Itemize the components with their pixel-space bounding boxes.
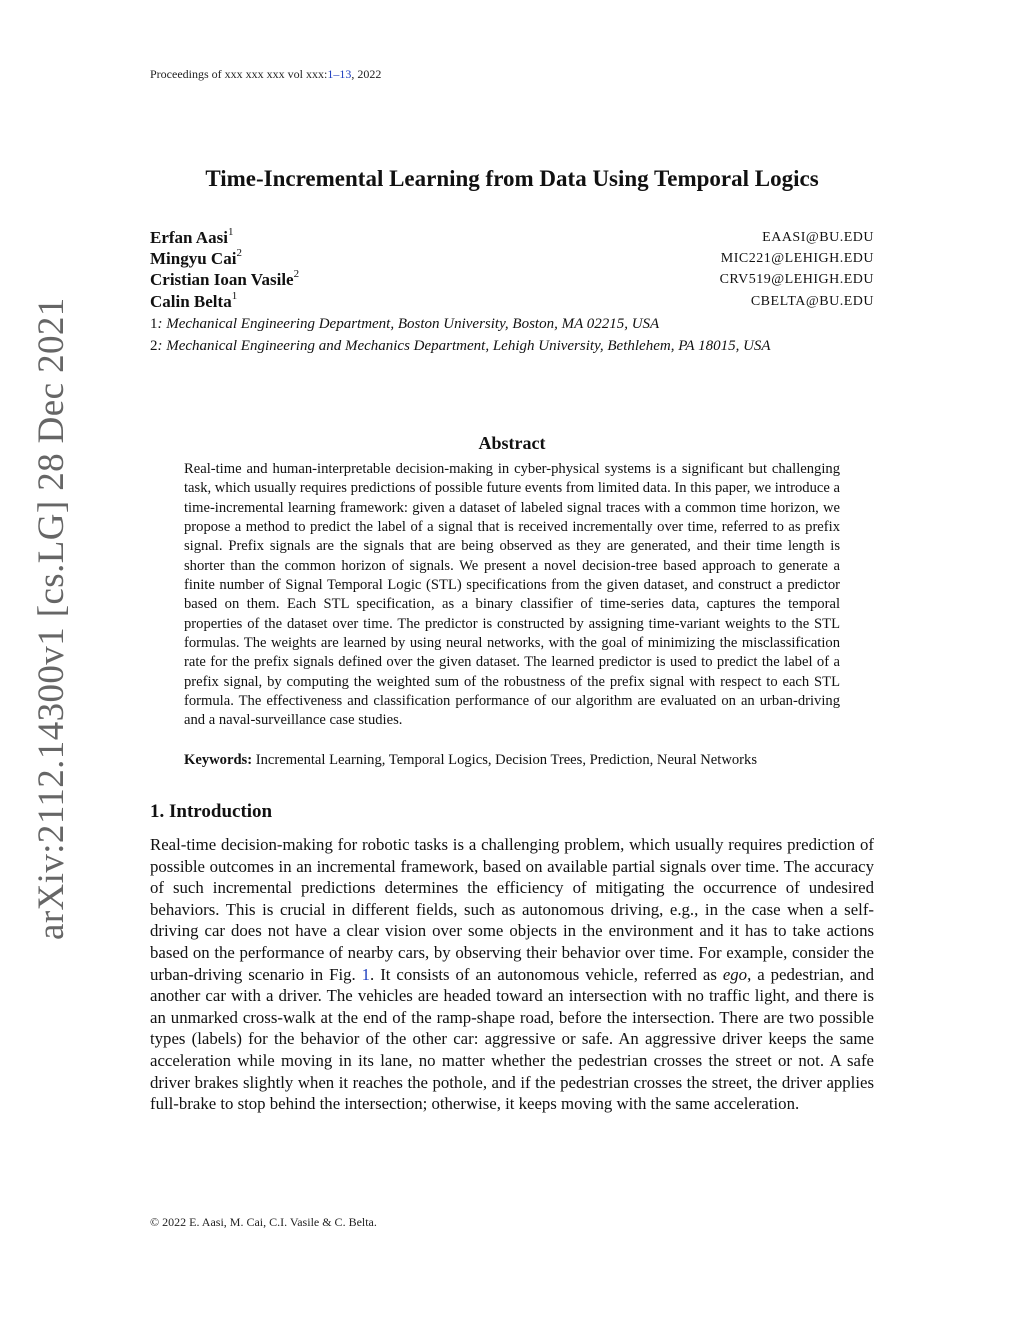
author-affiliation-mark: 1 — [227, 226, 234, 238]
keywords-label: Keywords: — [184, 752, 253, 768]
author-row — [150, 228, 874, 250]
abstract-body: Real-time and human-interpretable decision-making in cyber-physical systems is a significant but challenging task, which usually requires predictions of possible future events from limited data. In this paper, we introduce a time-incremental learning framework: given a dataset of labeled signal traces with a common time horizon, we propose a method to predict the label of a signal that is received incrementally over time, referred to as prefix signal. Prefix signals are the signals that are being observed as they are generated, and their time length is shorter than the common horizon of signals. We present a novel decision-tree based approach to generate a finite number of Signal Temporal Logic (STL) specifications from the given dataset, and construct a predictor based on them. Each STL specification, as a binary classifier of time-series data, captures the temporal properties of the dataset over time. The predictor is constructed by assigning time-variant weights to the STL formulas. The weights are learned by using neural networks, with the goal of minimizing the misclassification rate for the prefix signals defined over the given dataset. The learned predictor is used to predict the label of a prefix signal, by computing the weighted sum of the robustness of the prefix signal with respect to each STL formula. The effectiveness and classification performance of our algorithm are evaluated on an urban-driving and a naval-surveillance case studies. — [184, 461, 840, 729]
affiliation-text: : Mechanical Engineering Department, Boston University, Boston, MA 02215, USA — [157, 316, 660, 332]
keywords-line — [184, 752, 844, 769]
proceedings-suffix: , 2022 — [351, 67, 382, 81]
affiliation-text: : Mechanical Engineering and Mechanics Department, Lehigh University, Bethlehem, PA 18015, USA — [157, 338, 771, 354]
proceedings-prefix: Proceedings of xxx xxx xxx vol xxx: — [150, 67, 328, 81]
author-email[interactable]: CBELTA@BU.EDU — [750, 294, 874, 309]
proceedings-line — [150, 67, 381, 82]
intro-text-part-3: , a pedestrian, and another car with a driver. The vehicles are headed toward an intersection with no traffic light, and there is an unmarked cross-walk at the end of the ramp-shape road, before the intersection. There are two possible types (labels) for the behavior of the other car: aggressive or safe. An aggressive driver keeps the same acceleration while moving in its lane, no matter whether the pedestrian crosses the street or not. A safe driver brakes slightly when it reaches the pothole, and if the pedestrian crosses the street, the driver applies full-brake to stop behind the intersection; otherwise, it keeps moving with the same acceleration. — [150, 964, 874, 1114]
author-affiliation-mark: 2 — [236, 247, 242, 259]
arxiv-stamp-text: arXiv:2112.14300v1 [cs.LG] 28 Dec 2021 — [31, 297, 72, 940]
intro-text-part-1: Real-time decision-making for robotic tasks is a challenging problem, which usually requires prediction of possible outcomes in an incremental framework, based on available partial signals over time. The accuracy of such incremental predictions determines the efficiency of mitigating the occurrence of undesired behaviors. This is crucial in different fields, such as autonomous driving, e.g., in the case when a self-driving car does not have a clear vision over some objects in the environment and it has to take actions based on the performance of nearby cars, by observing their behavior over time. For example, consider the urban-driving scenario in Fig. — [150, 835, 874, 984]
author-email[interactable]: CRV519@LEHIGH.EDU — [719, 272, 874, 287]
ego-term: ego — [722, 964, 748, 984]
author-name: Calin Belta — [150, 292, 232, 311]
affiliation — [150, 338, 890, 355]
affiliation-number: 1 — [150, 316, 158, 332]
author-affiliation-mark: 2 — [293, 268, 300, 280]
author-email[interactable]: EAASI@BU.EDU — [762, 230, 874, 245]
paper-title: Time-Incremental Learning from Data Using Temporal Logics — [205, 166, 819, 191]
author-row — [150, 292, 874, 314]
affiliation — [150, 316, 890, 333]
author-row — [150, 270, 874, 292]
author-name: Mingyu Cai — [150, 249, 237, 268]
author-affiliation-mark: 1 — [231, 290, 238, 302]
affiliation-number: 2 — [150, 338, 158, 354]
figure-reference-link[interactable]: 1 — [361, 964, 371, 984]
intro-text-part-2: . It consists of an autonomous vehicle, referred as — [370, 964, 723, 984]
abstract-heading: Abstract — [478, 433, 546, 453]
proceedings-pages-link[interactable]: 1–13 — [327, 67, 352, 81]
copyright-footer: © 2022 E. Aasi, M. Cai, C.I. Vasile & C. Belta. — [150, 1215, 377, 1229]
author-name: Erfan Aasi — [150, 228, 228, 247]
introduction-paragraph — [150, 834, 874, 1115]
section-heading-introduction: 1. Introduction — [150, 801, 273, 822]
author-email[interactable]: MIC221@LEHIGH.EDU — [720, 251, 874, 266]
author-name: Cristian Ioan Vasile — [150, 270, 294, 289]
keywords-list: Incremental Learning, Temporal Logics, Decision Trees, Prediction, Neural Networks — [255, 752, 758, 768]
author-row — [150, 249, 874, 271]
